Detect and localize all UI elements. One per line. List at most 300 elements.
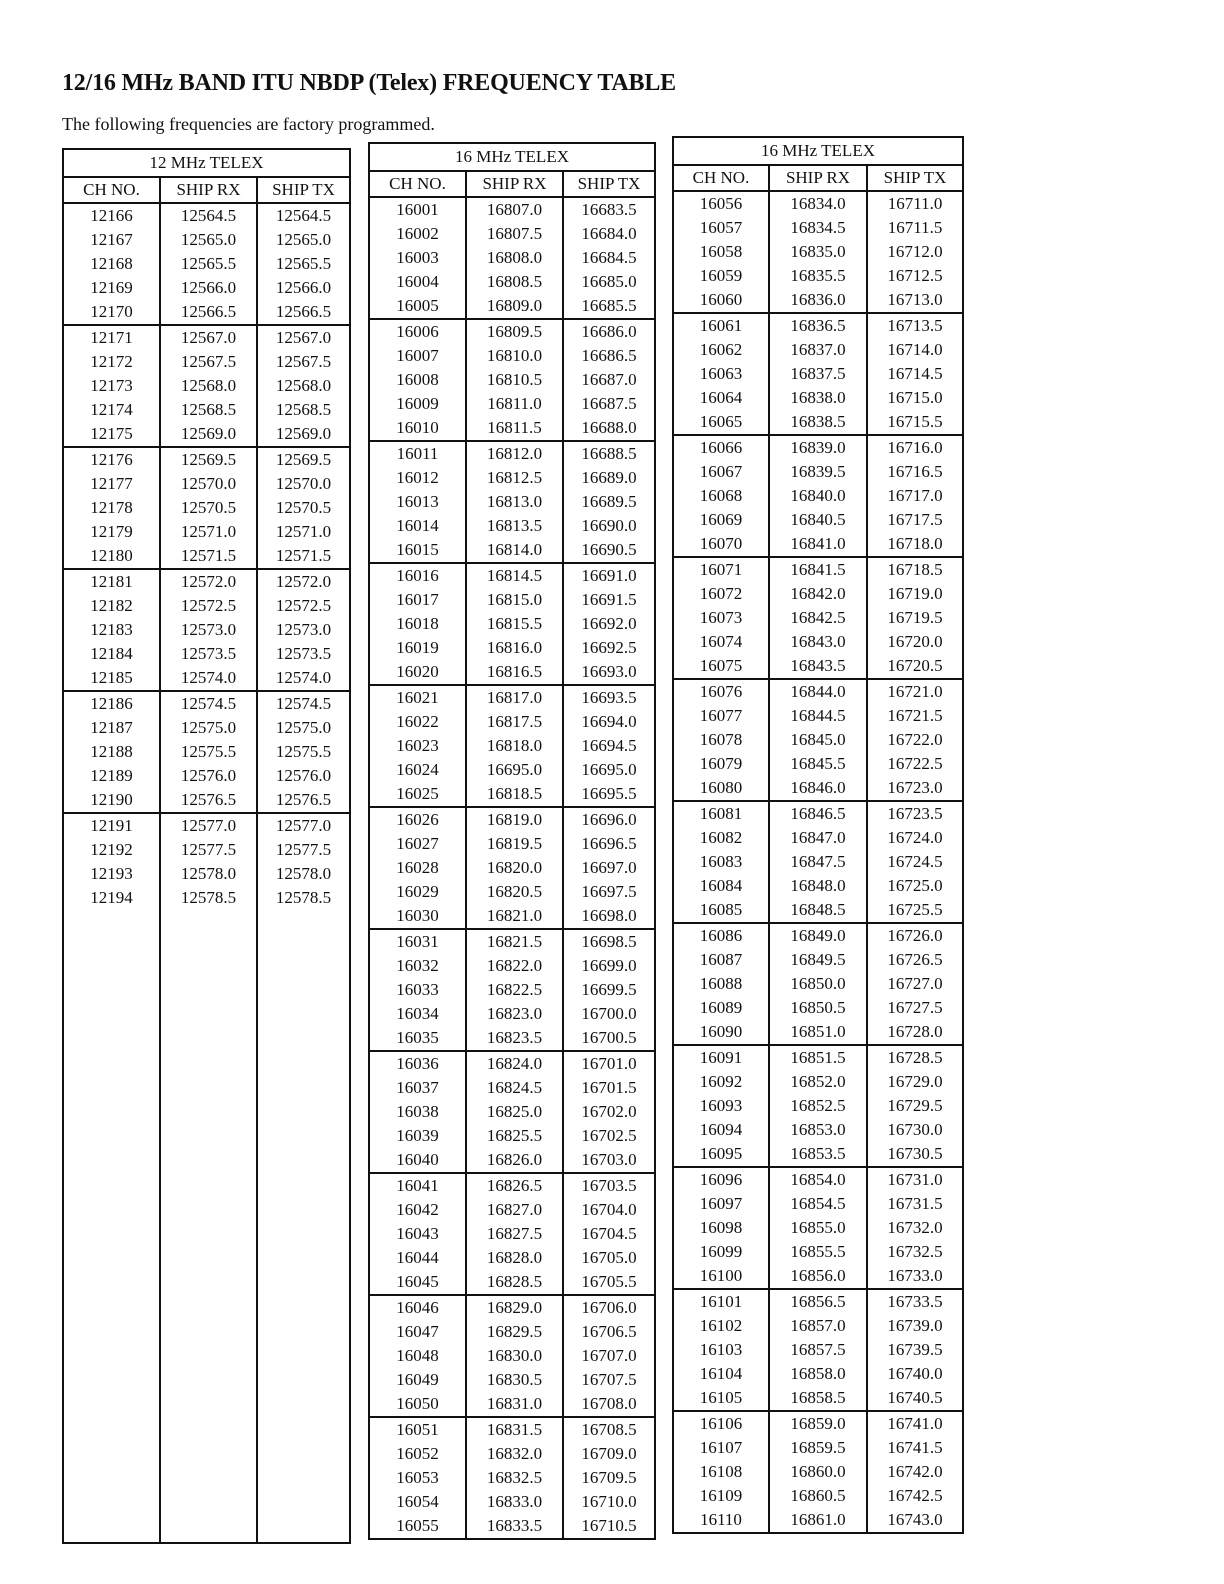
- ship-rx-cell: 16821.0: [466, 904, 563, 929]
- table-row: [369, 1490, 655, 1514]
- ship-rx-cell: 16834.0: [769, 191, 867, 216]
- empty-cell: [63, 910, 160, 1543]
- ship-tx-cell: 16721.5: [867, 704, 963, 728]
- ship-rx-cell: 16812.5: [466, 466, 563, 490]
- table-row: [673, 996, 963, 1020]
- ship-tx-cell: 12571.0: [257, 520, 350, 544]
- table-row: [673, 1386, 963, 1411]
- channel-number-cell: 16077: [673, 704, 769, 728]
- empty-cell: [466, 1538, 563, 1539]
- ship-tx-cell: 16688.5: [563, 441, 655, 466]
- ship-rx-cell: 16811.5: [466, 416, 563, 441]
- ship-tx-cell: 16709.0: [563, 1442, 655, 1466]
- ship-tx-cell: 16710.5: [563, 1514, 655, 1538]
- channel-number-cell: 16101: [673, 1289, 769, 1314]
- table-row: [369, 1026, 655, 1051]
- ship-rx-cell: 16835.5: [769, 264, 867, 288]
- table-row: [673, 362, 963, 386]
- ship-tx-cell: 16705.5: [563, 1270, 655, 1295]
- col-header-ship-rx: SHIP RX: [466, 171, 563, 197]
- table-filler-row: [63, 910, 350, 1543]
- channel-number-cell: 16032: [369, 954, 466, 978]
- table-row: [63, 862, 350, 886]
- table-row: [63, 276, 350, 300]
- table-row: [673, 801, 963, 826]
- ship-tx-cell: 16722.0: [867, 728, 963, 752]
- ship-rx-cell: 16823.5: [466, 1026, 563, 1051]
- ship-tx-cell: 16739.5: [867, 1338, 963, 1362]
- ship-rx-cell: 16820.0: [466, 856, 563, 880]
- channel-number-cell: 16083: [673, 850, 769, 874]
- table-row: [63, 691, 350, 716]
- channel-number-cell: 16049: [369, 1368, 466, 1392]
- ship-rx-cell: 16850.0: [769, 972, 867, 996]
- table-row: [369, 197, 655, 222]
- table-row: [63, 300, 350, 325]
- table-row: [369, 270, 655, 294]
- band-label: 16 MHz TELEX: [369, 143, 655, 171]
- table-row: [369, 1295, 655, 1320]
- ship-rx-cell: 12568.5: [160, 398, 257, 422]
- ship-rx-cell: 12567.0: [160, 325, 257, 350]
- table-row: [369, 1100, 655, 1124]
- ship-rx-cell: 16817.0: [466, 685, 563, 710]
- ship-tx-cell: 16727.5: [867, 996, 963, 1020]
- table-row: [63, 398, 350, 422]
- table-row: [63, 325, 350, 350]
- channel-number-cell: 16050: [369, 1392, 466, 1417]
- ship-tx-cell: 12577.5: [257, 838, 350, 862]
- ship-tx-cell: 16743.0: [867, 1508, 963, 1532]
- table-row: [369, 1442, 655, 1466]
- ship-rx-cell: 12577.5: [160, 838, 257, 862]
- col-header-ch-no: CH NO.: [673, 165, 769, 191]
- channel-number-cell: 16063: [673, 362, 769, 386]
- table-row: [673, 313, 963, 338]
- ship-tx-cell: 16692.5: [563, 636, 655, 660]
- ship-rx-cell: 12576.0: [160, 764, 257, 788]
- ship-rx-cell: 12578.5: [160, 886, 257, 910]
- table-row: [369, 538, 655, 563]
- ship-tx-cell: 16728.0: [867, 1020, 963, 1045]
- table-row: [673, 1484, 963, 1508]
- channel-number-cell: 12169: [63, 276, 160, 300]
- table-row: [673, 1020, 963, 1045]
- ship-tx-cell: 16695.5: [563, 782, 655, 807]
- ship-rx-cell: 16846.5: [769, 801, 867, 826]
- ship-tx-cell: 16714.0: [867, 338, 963, 362]
- table-row: [673, 288, 963, 313]
- channel-number-cell: 12191: [63, 813, 160, 838]
- ship-rx-cell: 16841.5: [769, 557, 867, 582]
- channel-number-cell: 12192: [63, 838, 160, 862]
- ship-rx-cell: 16849.5: [769, 948, 867, 972]
- ship-rx-cell: 12576.5: [160, 788, 257, 813]
- ship-tx-cell: 12576.0: [257, 764, 350, 788]
- band-label: 12 MHz TELEX: [63, 149, 350, 177]
- channel-number-cell: 16080: [673, 776, 769, 801]
- ship-rx-cell: 16858.0: [769, 1362, 867, 1386]
- ship-rx-cell: 16827.0: [466, 1198, 563, 1222]
- ship-tx-cell: 16726.5: [867, 948, 963, 972]
- ship-rx-cell: 16834.5: [769, 216, 867, 240]
- channel-number-cell: 16075: [673, 654, 769, 679]
- ship-tx-cell: 12565.5: [257, 252, 350, 276]
- ship-rx-cell: 12570.0: [160, 472, 257, 496]
- channel-number-cell: 16010: [369, 416, 466, 441]
- channel-number-cell: 16034: [369, 1002, 466, 1026]
- table-row: [673, 923, 963, 948]
- channel-number-cell: 12187: [63, 716, 160, 740]
- channel-number-cell: 16051: [369, 1417, 466, 1442]
- ship-tx-cell: 16724.5: [867, 850, 963, 874]
- ship-rx-cell: 16855.5: [769, 1240, 867, 1264]
- channel-number-cell: 16071: [673, 557, 769, 582]
- ship-tx-cell: 16711.5: [867, 216, 963, 240]
- table-row: [63, 594, 350, 618]
- channel-number-cell: 16055: [369, 1514, 466, 1538]
- table-row: [369, 1270, 655, 1295]
- table-row: [673, 484, 963, 508]
- ship-tx-cell: 12575.5: [257, 740, 350, 764]
- ship-tx-cell: 16730.5: [867, 1142, 963, 1167]
- channel-number-cell: 12171: [63, 325, 160, 350]
- table-row: [673, 874, 963, 898]
- ship-tx-cell: 16720.5: [867, 654, 963, 679]
- channel-number-cell: 12193: [63, 862, 160, 886]
- ship-tx-cell: 16722.5: [867, 752, 963, 776]
- ship-tx-cell: 16714.5: [867, 362, 963, 386]
- ship-tx-cell: 16723.0: [867, 776, 963, 801]
- channel-number-cell: 16002: [369, 222, 466, 246]
- table-row: [673, 1436, 963, 1460]
- ship-tx-cell: 16740.5: [867, 1386, 963, 1411]
- table-row: [369, 392, 655, 416]
- ship-tx-cell: 12572.0: [257, 569, 350, 594]
- empty-cell: [867, 1532, 963, 1533]
- table-row: [369, 294, 655, 319]
- channel-number-cell: 16012: [369, 466, 466, 490]
- channel-number-cell: 16048: [369, 1344, 466, 1368]
- ship-rx-cell: 16861.0: [769, 1508, 867, 1532]
- ship-rx-cell: 16844.5: [769, 704, 867, 728]
- channel-number-cell: 16031: [369, 929, 466, 954]
- ship-rx-cell: 16848.5: [769, 898, 867, 923]
- ship-rx-cell: 16856.0: [769, 1264, 867, 1289]
- channel-number-cell: 16008: [369, 368, 466, 392]
- ship-rx-cell: 16695.0: [466, 758, 563, 782]
- channel-number-cell: 12172: [63, 350, 160, 374]
- ship-tx-cell: 16719.0: [867, 582, 963, 606]
- channel-number-cell: 16061: [673, 313, 769, 338]
- col-header-ship-tx: SHIP TX: [563, 171, 655, 197]
- channel-number-cell: 16013: [369, 490, 466, 514]
- channel-number-cell: 16024: [369, 758, 466, 782]
- table-row: [673, 1216, 963, 1240]
- ship-tx-cell: 16684.5: [563, 246, 655, 270]
- ship-rx-cell: 16830.5: [466, 1368, 563, 1392]
- ship-tx-cell: 16694.5: [563, 734, 655, 758]
- ship-tx-cell: 12572.5: [257, 594, 350, 618]
- ship-tx-cell: 16698.5: [563, 929, 655, 954]
- ship-rx-cell: 16824.0: [466, 1051, 563, 1076]
- table-filler-row: [369, 1538, 655, 1539]
- ship-tx-cell: 16697.0: [563, 856, 655, 880]
- channel-number-cell: 16068: [673, 484, 769, 508]
- channel-number-cell: 16067: [673, 460, 769, 484]
- ship-tx-cell: 16720.0: [867, 630, 963, 654]
- ship-tx-cell: 16724.0: [867, 826, 963, 850]
- channel-number-cell: 16104: [673, 1362, 769, 1386]
- ship-tx-cell: 16707.5: [563, 1368, 655, 1392]
- ship-rx-cell: 16852.5: [769, 1094, 867, 1118]
- ship-rx-cell: 12577.0: [160, 813, 257, 838]
- ship-rx-cell: 16828.0: [466, 1246, 563, 1270]
- ship-rx-cell: 16837.0: [769, 338, 867, 362]
- ship-rx-cell: 16818.0: [466, 734, 563, 758]
- ship-rx-cell: 16809.5: [466, 319, 563, 344]
- ship-rx-cell: 16850.5: [769, 996, 867, 1020]
- channel-number-cell: 12180: [63, 544, 160, 569]
- channel-number-cell: 16066: [673, 435, 769, 460]
- ship-rx-cell: 16858.5: [769, 1386, 867, 1411]
- table-row: [673, 704, 963, 728]
- channel-number-cell: 16085: [673, 898, 769, 923]
- ship-rx-cell: 16836.0: [769, 288, 867, 313]
- channel-number-cell: 12170: [63, 300, 160, 325]
- empty-cell: [563, 1538, 655, 1539]
- ship-tx-cell: 16728.5: [867, 1045, 963, 1070]
- ship-rx-cell: 16825.5: [466, 1124, 563, 1148]
- ship-tx-cell: 12571.5: [257, 544, 350, 569]
- ship-rx-cell: 12574.0: [160, 666, 257, 691]
- table-row: [63, 838, 350, 862]
- ship-tx-cell: 16691.0: [563, 563, 655, 588]
- ship-tx-cell: 16693.5: [563, 685, 655, 710]
- table-row: [673, 1338, 963, 1362]
- ship-tx-cell: 16715.5: [867, 410, 963, 435]
- channel-number-cell: 12184: [63, 642, 160, 666]
- ship-tx-cell: 16721.0: [867, 679, 963, 704]
- ship-rx-cell: 12575.0: [160, 716, 257, 740]
- table-row: [63, 813, 350, 838]
- table-row: [673, 1118, 963, 1142]
- ship-rx-cell: 16822.0: [466, 954, 563, 978]
- ship-rx-cell: 16859.5: [769, 1436, 867, 1460]
- ship-tx-cell: 16685.5: [563, 294, 655, 319]
- table-row: [63, 544, 350, 569]
- channel-number-cell: 16059: [673, 264, 769, 288]
- table-row: [369, 441, 655, 466]
- table-row: [369, 222, 655, 246]
- ship-rx-cell: 16831.5: [466, 1417, 563, 1442]
- channel-number-cell: 16060: [673, 288, 769, 313]
- ship-tx-cell: 16713.5: [867, 313, 963, 338]
- channel-number-cell: 12174: [63, 398, 160, 422]
- ship-rx-cell: 16845.0: [769, 728, 867, 752]
- channel-number-cell: 16102: [673, 1314, 769, 1338]
- ship-tx-cell: 16690.5: [563, 538, 655, 563]
- ship-tx-cell: 16741.5: [867, 1436, 963, 1460]
- ship-rx-cell: 16813.5: [466, 514, 563, 538]
- ship-rx-cell: 16849.0: [769, 923, 867, 948]
- table-row: [673, 948, 963, 972]
- ship-rx-cell: 16808.0: [466, 246, 563, 270]
- table-row: [63, 447, 350, 472]
- ship-rx-cell: 12572.0: [160, 569, 257, 594]
- table-row: [673, 606, 963, 630]
- channel-number-cell: 16041: [369, 1173, 466, 1198]
- table-row: [673, 1045, 963, 1070]
- channel-number-cell: 16109: [673, 1484, 769, 1508]
- ship-tx-cell: 12573.0: [257, 618, 350, 642]
- ship-tx-cell: 16706.5: [563, 1320, 655, 1344]
- channel-number-cell: 16096: [673, 1167, 769, 1192]
- table-row: [369, 1417, 655, 1442]
- channel-number-cell: 12173: [63, 374, 160, 398]
- ship-tx-cell: 16706.0: [563, 1295, 655, 1320]
- ship-tx-cell: 16731.0: [867, 1167, 963, 1192]
- ship-rx-cell: 16846.0: [769, 776, 867, 801]
- ship-rx-cell: 16817.5: [466, 710, 563, 734]
- table-row: [369, 758, 655, 782]
- ship-tx-cell: 16716.5: [867, 460, 963, 484]
- table-row: [673, 386, 963, 410]
- ship-tx-cell: 12568.5: [257, 398, 350, 422]
- ship-tx-cell: 16726.0: [867, 923, 963, 948]
- ship-tx-cell: 16710.0: [563, 1490, 655, 1514]
- ship-rx-cell: 12571.5: [160, 544, 257, 569]
- ship-tx-cell: 16732.0: [867, 1216, 963, 1240]
- ship-rx-cell: 16840.5: [769, 508, 867, 532]
- ship-tx-cell: 16701.0: [563, 1051, 655, 1076]
- ship-rx-cell: 16832.0: [466, 1442, 563, 1466]
- table-row: [369, 782, 655, 807]
- channel-number-cell: 16030: [369, 904, 466, 929]
- ship-rx-cell: 12578.0: [160, 862, 257, 886]
- table-row: [63, 472, 350, 496]
- ship-tx-cell: 16696.5: [563, 832, 655, 856]
- channel-number-cell: 12178: [63, 496, 160, 520]
- col-header-ship-rx: SHIP RX: [160, 177, 257, 203]
- table-row: [673, 1508, 963, 1532]
- table-row: [369, 1173, 655, 1198]
- ship-tx-cell: 16716.0: [867, 435, 963, 460]
- channel-number-cell: 16090: [673, 1020, 769, 1045]
- table-row: [673, 1264, 963, 1289]
- ship-rx-cell: 16807.0: [466, 197, 563, 222]
- ship-rx-cell: 16819.5: [466, 832, 563, 856]
- channel-number-cell: 16026: [369, 807, 466, 832]
- ship-rx-cell: 16842.5: [769, 606, 867, 630]
- table-row: [673, 1289, 963, 1314]
- ship-rx-cell: 16828.5: [466, 1270, 563, 1295]
- table-row: [673, 776, 963, 801]
- ship-tx-cell: 16704.5: [563, 1222, 655, 1246]
- ship-rx-cell: 16812.0: [466, 441, 563, 466]
- ship-rx-cell: 16818.5: [466, 782, 563, 807]
- channel-number-cell: 16091: [673, 1045, 769, 1070]
- table-row: [369, 319, 655, 344]
- ship-rx-cell: 16808.5: [466, 270, 563, 294]
- table-row: [369, 612, 655, 636]
- ship-tx-cell: 16700.0: [563, 1002, 655, 1026]
- table-row: [63, 788, 350, 813]
- ship-rx-cell: 16844.0: [769, 679, 867, 704]
- table-row: [369, 880, 655, 904]
- ship-rx-cell: 16825.0: [466, 1100, 563, 1124]
- ship-tx-cell: 12566.0: [257, 276, 350, 300]
- table-row: [673, 850, 963, 874]
- ship-tx-cell: 16688.0: [563, 416, 655, 441]
- ship-tx-cell: 16715.0: [867, 386, 963, 410]
- ship-rx-cell: 16833.0: [466, 1490, 563, 1514]
- ship-rx-cell: 16837.5: [769, 362, 867, 386]
- channel-number-cell: 16107: [673, 1436, 769, 1460]
- table-row: [369, 954, 655, 978]
- table-row: [673, 557, 963, 582]
- empty-cell: [369, 1538, 466, 1539]
- channel-number-cell: 16095: [673, 1142, 769, 1167]
- table-row: [673, 264, 963, 288]
- channel-number-cell: 16042: [369, 1198, 466, 1222]
- ship-tx-cell: 16742.5: [867, 1484, 963, 1508]
- ship-rx-cell: 16827.5: [466, 1222, 563, 1246]
- channel-number-cell: 16027: [369, 832, 466, 856]
- channel-number-cell: 12168: [63, 252, 160, 276]
- ship-rx-cell: 16830.0: [466, 1344, 563, 1368]
- ship-tx-cell: 12569.0: [257, 422, 350, 447]
- ship-rx-cell: 12573.5: [160, 642, 257, 666]
- ship-tx-cell: 16689.0: [563, 466, 655, 490]
- channel-number-cell: 16070: [673, 532, 769, 557]
- table-row: [369, 636, 655, 660]
- channel-number-cell: 12188: [63, 740, 160, 764]
- table-row: [673, 826, 963, 850]
- ship-rx-cell: 16811.0: [466, 392, 563, 416]
- table-row: [369, 710, 655, 734]
- table-row: [369, 1320, 655, 1344]
- ship-rx-cell: 16841.0: [769, 532, 867, 557]
- channel-number-cell: 16015: [369, 538, 466, 563]
- channel-number-cell: 16038: [369, 1100, 466, 1124]
- channel-number-cell: 16056: [673, 191, 769, 216]
- empty-cell: [673, 1532, 769, 1533]
- ship-tx-cell: 16707.0: [563, 1344, 655, 1368]
- channel-number-cell: 12175: [63, 422, 160, 447]
- ship-tx-cell: 12566.5: [257, 300, 350, 325]
- ship-tx-cell: 16704.0: [563, 1198, 655, 1222]
- ship-rx-cell: 16814.0: [466, 538, 563, 563]
- page-subtitle: The following frequencies are factory programmed.: [62, 114, 435, 134]
- channel-number-cell: 12190: [63, 788, 160, 813]
- channel-number-cell: 16110: [673, 1508, 769, 1532]
- table-row: [63, 642, 350, 666]
- ship-rx-cell: 16843.5: [769, 654, 867, 679]
- ship-tx-cell: 12576.5: [257, 788, 350, 813]
- ship-tx-cell: 16729.5: [867, 1094, 963, 1118]
- ship-rx-cell: 16854.5: [769, 1192, 867, 1216]
- ship-tx-cell: 12568.0: [257, 374, 350, 398]
- ship-rx-cell: 16857.0: [769, 1314, 867, 1338]
- ship-tx-cell: 16698.0: [563, 904, 655, 929]
- channel-number-cell: 12189: [63, 764, 160, 788]
- ship-tx-cell: 12577.0: [257, 813, 350, 838]
- ship-tx-cell: 16695.0: [563, 758, 655, 782]
- ship-tx-cell: 12564.5: [257, 203, 350, 228]
- channel-number-cell: 16089: [673, 996, 769, 1020]
- channel-number-cell: 16007: [369, 344, 466, 368]
